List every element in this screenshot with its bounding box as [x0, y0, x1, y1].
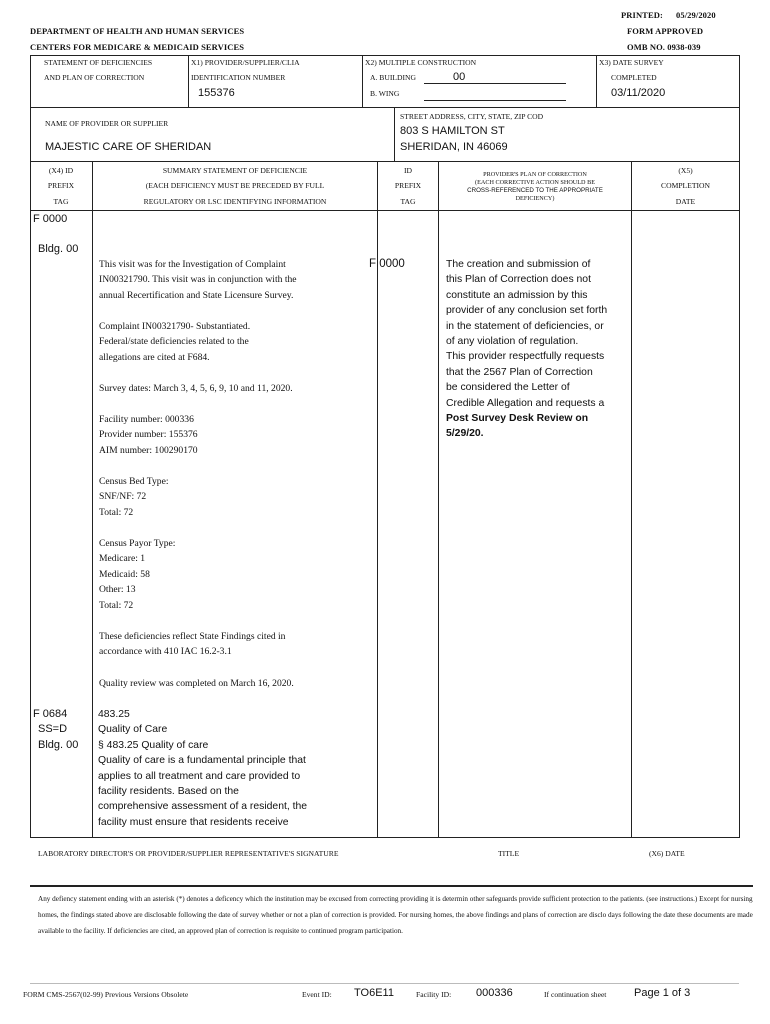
event-id-label: Event ID: — [302, 990, 332, 999]
date-label: (X6) DATE — [649, 849, 685, 858]
x4-label-1: (X4) ID — [48, 166, 74, 175]
summary-census-bed: Census Bed Type: SNF/NF: 72 Total: 72 — [99, 476, 169, 518]
summary-survey-dates: Survey dates: March 3, 4, 5, 6, 9, 10 and 11, 2020. — [99, 383, 293, 394]
form-approved: FORM APPROVED — [627, 26, 704, 36]
plan-label-1: PROVIDER'S PLAN OF CORRECTION — [483, 171, 587, 178]
centers-name: CENTERS FOR MEDICARE & MEDICAID SERVICES — [30, 42, 245, 52]
provider-number: 155376 — [198, 87, 235, 99]
facility-id: 000336 — [476, 987, 513, 999]
city-state-zip: SHERIDAN, IN 46069 — [400, 141, 508, 153]
provider-name-label: NAME OF PROVIDER OR SUPPLIER — [45, 119, 169, 128]
plan-label-2: (EACH CORRECTIVE ACTION SHOULD BE — [475, 179, 595, 186]
continuation-label: If continuation sheet — [544, 990, 607, 999]
building-value: 00 — [453, 71, 466, 83]
summary-quality-review: Quality review was completed on March 16, 2020. — [99, 678, 294, 689]
event-id: TO6E11 — [354, 987, 394, 999]
summary-paragraph-2: Complaint IN00321790- Substantiated. Federal/state deficiencies related to the allegations are cited at F684. — [99, 321, 251, 363]
facility-id-label: Facility ID: — [416, 990, 452, 999]
bldg-label-1: Bldg. 00 — [38, 243, 79, 255]
title-label: TITLE — [498, 849, 520, 858]
tag-f0684: F 0684 — [33, 708, 68, 720]
summary-facility-info: Facility number: 000336 Provider number: 155376 AIM number: 100290170 — [99, 414, 198, 456]
wing-label: B. WING — [370, 89, 400, 98]
omb-number: OMB NO. 0938-039 — [627, 42, 701, 52]
form-identifier: FORM CMS-2567(02-99) Previous Versions Obsolete — [23, 990, 189, 999]
summary-state-findings: These deficiencies reflect State Findings cited in accordance with 410 IAC 16.2-3.1 — [99, 631, 286, 658]
bldg-label-2: Bldg. 00 — [38, 739, 79, 751]
printed-label: PRINTED: — [621, 10, 663, 20]
plan-label-3: CROSS-REFERENCED TO THE APPROPRIATE — [467, 187, 603, 194]
summary-label-2: (EACH DEFICIENCY MUST BE PRECEDED BY FULL — [145, 181, 325, 190]
summary-quality-of-care: 483.25 Quality of Care § 483.25 Quality of care Quality of care is a fundamental principle that applies to all treatment and care provided to facility residents. Based on the comprehensive assessment of a resident, the facility must ensure that residents receive — [98, 709, 308, 828]
street-address: 803 S HAMILTON ST — [400, 125, 505, 137]
x2-label: X2) MULTIPLE CONSTRUCTION — [365, 58, 477, 67]
x1-label-1: X1) PROVIDER/SUPPLIER/CLIA — [191, 58, 300, 67]
department-name: DEPARTMENT OF HEALTH AND HUMAN SERVICES — [30, 26, 245, 36]
id-label-1: ID — [403, 166, 412, 175]
address-label: STREET ADDRESS, CITY, STATE, ZIP COD — [400, 112, 544, 121]
provider-name: MAJESTIC CARE OF SHERIDAN — [45, 141, 212, 153]
x3-label-1: X3) DATE SURVEY — [599, 58, 664, 67]
x4-label-2: PREFIX — [47, 181, 75, 190]
summary-paragraph-1: This visit was for the Investigation of Complaint IN00321790. This visit was in conjunction with the annual Recertification and State Licensure Survey. — [99, 259, 297, 301]
building-label: A. BUILDING — [370, 73, 416, 82]
plan-of-correction-request: Post Survey Desk Review on 5/29/20. — [446, 413, 589, 440]
scope-severity: SS=D — [38, 723, 68, 735]
tag-f0000: F 0000 — [33, 213, 68, 225]
page-number: Page 1 of 3 — [634, 987, 691, 999]
x1-label-2: IDENTIFICATION NUMBER — [191, 73, 286, 82]
statement-label-1: STATEMENT OF DEFICIENCIES — [44, 58, 153, 67]
statement-label-2: AND PLAN OF CORRECTION — [44, 73, 145, 82]
id-label-2: PREFIX — [394, 181, 422, 190]
plan-label-4: DEFICIENCY) — [515, 195, 555, 202]
survey-completed-date: 03/11/2020 — [611, 87, 666, 99]
summary-census-payor: Census Payor Type: Medicare: 1 Medicaid: 58 Other: 13 Total: 72 — [99, 538, 176, 611]
x5-label-3: DATE — [675, 197, 696, 206]
disclaimer-footnote: Any defiency statement ending with an asterisk (*) denotes a deficency which the institution may be excused from correcting providing it is determin other safeguards provide sufficient protection to the patients. (see instructions.) Except for nursing homes, the findings stated above are disclosable following the date of survey whether or not a plan of correction is provided. For nursing homes, the above findings and plans of correction are disclo days following the date these documents are made available to the facility. If deficiencies are cited, an approved plan of correction is requisite to continued program participation. — [38, 895, 753, 935]
x3-label-2: COMPLETED — [611, 73, 657, 82]
x5-label-2: COMPLETION — [661, 181, 710, 190]
summary-label-3: REGULATORY OR LSC IDENTIFYING INFORMATION — [143, 197, 327, 206]
x4-label-3: TAG — [53, 197, 69, 206]
plan-id-tag: F 0000 — [369, 258, 405, 270]
printed-date: 05/29/2020 — [676, 10, 716, 20]
x5-label-1: (X5) — [678, 166, 693, 175]
signature-label: LABORATORY DIRECTOR'S OR PROVIDER/SUPPLIER REPRESENTATIVE'S SIGNATURE — [38, 849, 339, 858]
plan-of-correction-text: The creation and submission of this Plan of Correction does not constitute an admission by this provider of any conclusion set forth in the statement of deficiencies, or of any violation of regulation. This provider respectfully requests that the 2567 Plan of Correction be considered the Letter of Credible Allegation and requests a — [446, 259, 608, 409]
id-label-3: TAG — [400, 197, 416, 206]
summary-label-1: SUMMARY STATEMENT OF DEFICIENCIE — [162, 166, 308, 175]
